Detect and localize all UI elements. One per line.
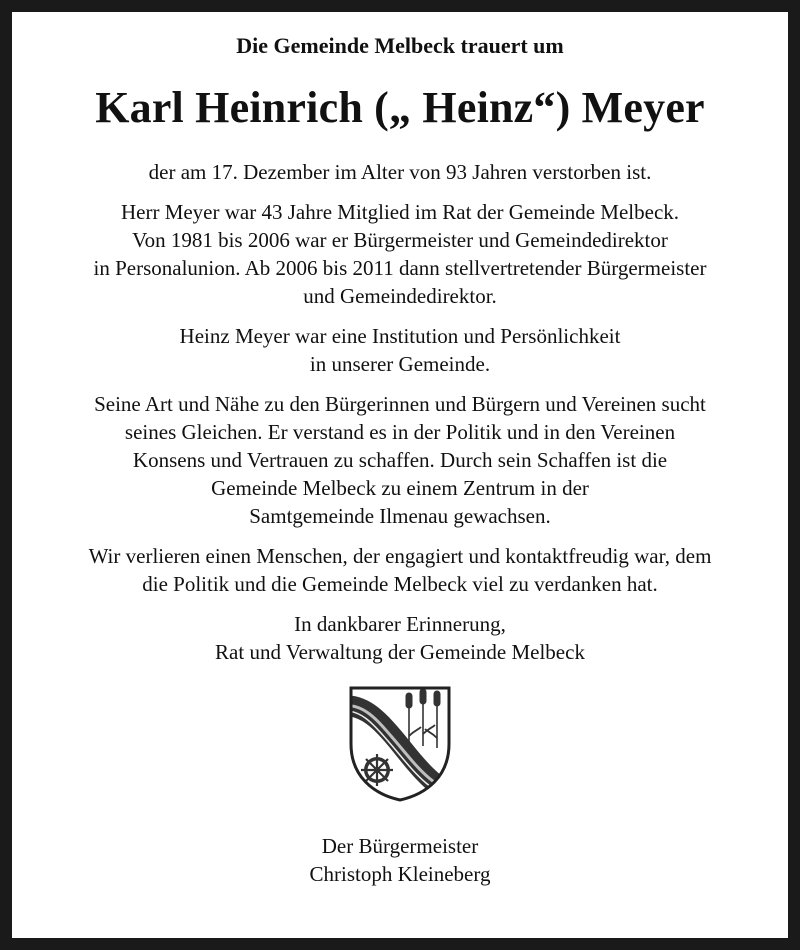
paragraph-institution	[12, 322, 788, 378]
paragraph-remembrance	[12, 610, 788, 666]
obituary-notice	[12, 12, 788, 888]
intro-line: Die Gemeinde Melbeck trauert um	[236, 33, 564, 58]
text-line: Seine Art und Nähe zu den Bürgerinnen und Bürgern und Vereinen sucht	[94, 392, 706, 416]
text-line: Rat und Verwaltung der Gemeinde Melbeck	[215, 640, 585, 664]
paragraph-community	[12, 390, 788, 530]
text-line: Konsens und Vertrauen zu schaffen. Durch sein Schaffen ist die	[132, 448, 668, 472]
text-line: die Politik und die Gemeinde Melbeck viel zu verdanken hat.	[142, 572, 658, 596]
signature-title: Der Bürgermeister	[321, 834, 479, 858]
text-line: in Personalunion. Ab 2006 bis 2011 dann stellvertretender Bürgermeister	[93, 256, 707, 280]
paragraph-farewell	[12, 542, 788, 598]
text-line: Wir verlieren einen Menschen, der engagiert und kontaktfreudig war, dem	[88, 544, 712, 568]
coat-of-arms-icon	[345, 684, 455, 804]
text-line: Gemeinde Melbeck zu einem Zentrum in der	[211, 476, 589, 500]
deceased-name: Karl Heinrich („ Heinz“) Meyer	[95, 83, 705, 132]
text-line: und Gemeindedirektor.	[303, 284, 497, 308]
text-line: In dankbarer Erinnerung,	[294, 612, 506, 636]
text-line: Heinz Meyer war eine Institution und Persönlichkeit	[179, 324, 621, 348]
text-line: seines Gleichen. Er verstand es in der Politik und in den Vereinen	[124, 420, 676, 444]
death-line: der am 17. Dezember im Alter von 93 Jahren verstorben ist.	[148, 160, 652, 184]
text-line: Herr Meyer war 43 Jahre Mitglied im Rat der Gemeinde Melbeck.	[120, 200, 680, 224]
signature-name: Christoph Kleineberg	[309, 862, 491, 886]
text-line: in unserer Gemeinde.	[309, 352, 491, 376]
paragraph-council	[12, 198, 788, 310]
text-line: Samtgemeinde Ilmenau gewachsen.	[249, 504, 551, 528]
text-line: Von 1981 bis 2006 war er Bürgermeister und Gemeindedirektor	[132, 228, 668, 252]
signature-block	[12, 832, 788, 888]
